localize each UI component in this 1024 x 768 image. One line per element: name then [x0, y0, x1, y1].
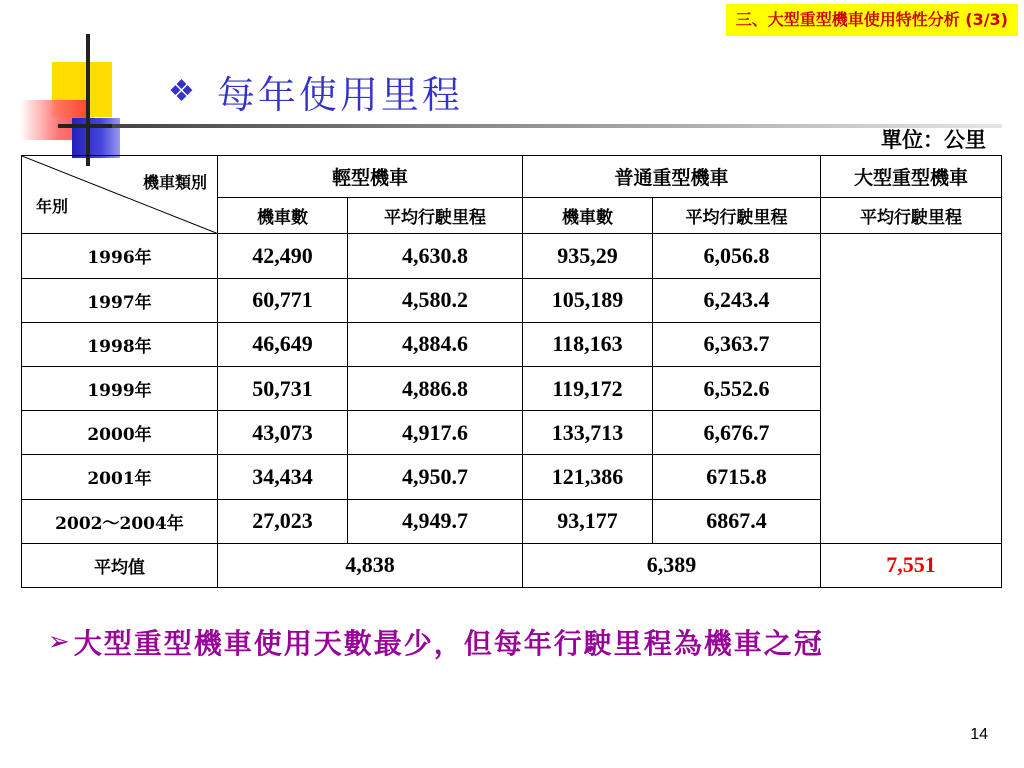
cell-heavy-avg: 6,363.7 — [653, 322, 821, 366]
unit-label: 單位：公里 — [881, 127, 986, 152]
title-underline — [112, 124, 1002, 128]
subheader-heavy-count: 機車數 — [523, 198, 653, 234]
cell-heavy-count: 118,163 — [523, 322, 653, 366]
conclusion-text: 大型重型機車使用天數最少，但每年行駛里程為機車之冠 — [73, 627, 824, 660]
row-year: 1999年 — [22, 366, 218, 410]
cell-light-count: 42,490 — [218, 234, 348, 278]
cell-light-avg: 4,886.8 — [348, 366, 523, 410]
cell-large-empty — [821, 234, 1002, 543]
cell-heavy-count: 121,386 — [523, 455, 653, 499]
cell-heavy-count: 935,29 — [523, 234, 653, 278]
average-heavy: 6,389 — [523, 543, 821, 587]
subheader-large-avg: 平均行駛里程 — [821, 198, 1002, 234]
average-row — [22, 543, 1002, 587]
arrow-bullet-icon: ➢ — [48, 627, 70, 657]
cell-light-count: 46,649 — [218, 322, 348, 366]
cell-light-avg: 4,917.6 — [348, 411, 523, 455]
section-tag: 三、大型重型機車使用特性分析 (3/3) — [726, 4, 1018, 36]
corner-label-category: 機車類別 — [142, 173, 207, 192]
row-year: 1997年 — [22, 278, 218, 322]
cell-heavy-avg: 6,243.4 — [653, 278, 821, 322]
cell-heavy-count: 93,177 — [523, 499, 653, 543]
subheader-heavy-avg: 平均行駛里程 — [653, 198, 821, 234]
cell-light-count: 43,073 — [218, 411, 348, 455]
diamond-bullet-icon: ❖ — [168, 73, 195, 109]
row-year: 1998年 — [22, 322, 218, 366]
row-year: 2000年 — [22, 411, 218, 455]
average-large: 7,551 — [821, 543, 1002, 587]
decor-horizontal-line-short — [58, 124, 114, 128]
row-year: 1996年 — [22, 234, 218, 278]
cell-light-avg: 4,630.8 — [348, 234, 523, 278]
cell-light-count: 34,434 — [218, 455, 348, 499]
cell-heavy-count: 105,189 — [523, 278, 653, 322]
group-header-large: 大型重型機車 — [821, 156, 1002, 198]
cell-heavy-avg: 6715.8 — [653, 455, 821, 499]
corner-header — [22, 156, 218, 234]
page-number: 14 — [970, 726, 988, 743]
cell-heavy-avg: 6,676.7 — [653, 411, 821, 455]
cell-heavy-avg: 6,056.8 — [653, 234, 821, 278]
average-light: 4,838 — [218, 543, 523, 587]
row-year: 2002～2004年 — [22, 499, 218, 543]
group-header-heavy: 普通重型機車 — [523, 156, 821, 198]
cell-light-avg: 4,580.2 — [348, 278, 523, 322]
row-year: 2001年 — [22, 455, 218, 499]
cell-light-avg: 4,949.7 — [348, 499, 523, 543]
subheader-light-avg: 平均行駛里程 — [348, 198, 523, 234]
cell-light-avg: 4,884.6 — [348, 322, 523, 366]
slide-title — [168, 66, 463, 116]
table-row — [22, 234, 1002, 278]
cell-heavy-avg: 6867.4 — [653, 499, 821, 543]
cell-heavy-count: 133,713 — [523, 411, 653, 455]
corner-label-year: 年別 — [36, 197, 69, 217]
decor-vertical-line — [86, 34, 90, 166]
cell-light-count: 27,023 — [218, 499, 348, 543]
cell-heavy-count: 119,172 — [523, 366, 653, 410]
conclusion — [48, 620, 824, 664]
slide-title-text: 每年使用里程 — [216, 72, 463, 117]
subheader-light-count: 機車數 — [218, 198, 348, 234]
group-header-light: 輕型機車 — [218, 156, 523, 198]
cell-heavy-avg: 6,552.6 — [653, 366, 821, 410]
average-label: 平均值 — [22, 543, 218, 587]
header-row — [22, 156, 1002, 198]
cell-light-avg: 4,950.7 — [348, 455, 523, 499]
cell-light-count: 50,731 — [218, 366, 348, 410]
mileage-table — [21, 155, 1002, 588]
cell-light-count: 60,771 — [218, 278, 348, 322]
